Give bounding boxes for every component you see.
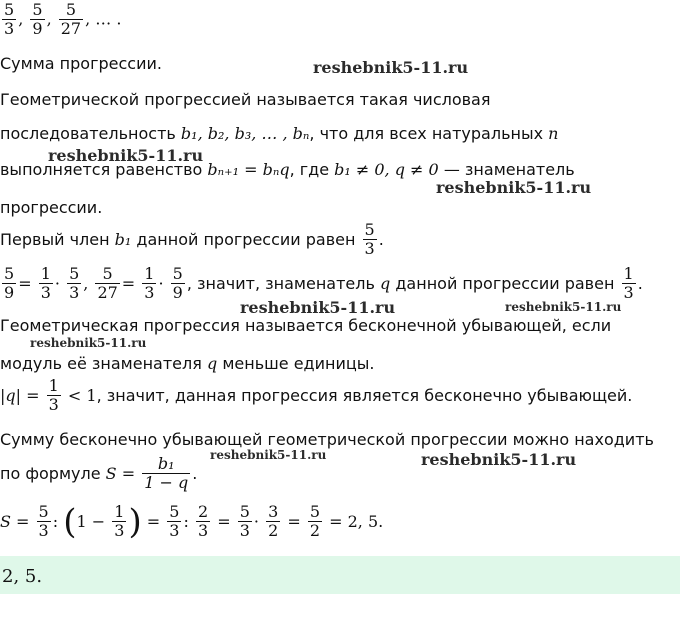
answer-box <box>0 556 680 594</box>
sequence-term-1: $\frac{5}{3}$ <box>4 0 15 38</box>
infinite-line-1: Геометрическая прогрессия называется бесконечной убывающей, если <box>0 316 612 335</box>
sum-formula-line-2: по формуле S = $\frac{\text{b₁}}{1 - q}$ . <box>0 454 198 492</box>
sequence-term-2: $\frac{5}{9}$ <box>32 0 43 38</box>
definition-line-2: последовательность b₁, b₂, b₃, … , bₙ, что для всех натуральных n <box>0 124 559 143</box>
first-term-line: Первый член b₁ данной прогрессии равен $\frac{5}{3}$ . <box>0 220 384 258</box>
answer-value: 2, 5. <box>2 566 43 587</box>
check-line: |q| = $\frac{1}{3}$ < 1, значит, данная прогрессия является бесконечно убывающей. <box>0 376 633 414</box>
watermark: reshebnik5-11.ru <box>240 298 396 317</box>
watermark: reshebnik5-11.ru <box>436 178 592 197</box>
watermark: reshebnik5-11.ru <box>313 58 469 77</box>
sequence-term-3: $\frac{5}{27}$ <box>60 0 82 38</box>
task-text: Сумма прогрессии. <box>0 54 162 73</box>
definition-line-3: выполняется равенство bₙ₊₁ = bₙq, где b₁ ≠ 0, q ≠ 0 — знаменатель <box>0 160 575 179</box>
infinite-line-2: модуль её знаменателя q меньше единицы. <box>0 354 375 373</box>
definition-line-1: Геометрической прогрессией называется такая числовая <box>0 90 491 109</box>
watermark: reshebnik5-11.ru <box>30 336 147 350</box>
watermark: reshebnik5-11.ru <box>505 300 622 314</box>
ratio-line: $\frac{5}{9}$ = $\frac{1}{3}$ · $\frac{5}{3}$ , $\frac{5}{27}$ = $\frac{1}{3}$ · $\frac{5}{9}$ , значит, знаменатель q данной прогрессии равен $\frac{1}{3}$ . <box>4 264 643 302</box>
sum-formula-line-1: Сумму бесконечно убывающей геометрической прогрессии можно находить <box>0 430 654 449</box>
ratio-fraction: $\frac{1}{3}$ <box>623 264 634 302</box>
definition-line-4: прогрессии. <box>0 198 103 217</box>
watermark: reshebnik5-11.ru <box>210 448 327 462</box>
check-fraction: $\frac{1}{3}$ <box>48 376 59 414</box>
first-term-fraction: $\frac{5}{3}$ <box>364 220 375 258</box>
sum-formula-fraction: $\frac{\text{b₁}}{1 - q}$ <box>144 454 189 492</box>
calculation-line: S = $\frac{5}{3}$ : (1 − $\frac{1}{3}$ ) = $\frac{5}{3}$ : $\frac{2}{3}$ = $\frac{5}{3}$ · $\frac{3}{2}$ = $\frac{5}{2}$ = 2, 5. <box>0 501 384 542</box>
calculation-result: 2, 5. <box>347 511 384 531</box>
sequence-line: $\frac{5}{3}$ , $\frac{5}{9}$ , $\frac{5}{27}$ , … . <box>4 0 122 38</box>
watermark: reshebnik5-11.ru <box>48 146 204 165</box>
watermark: reshebnik5-11.ru <box>421 450 577 469</box>
